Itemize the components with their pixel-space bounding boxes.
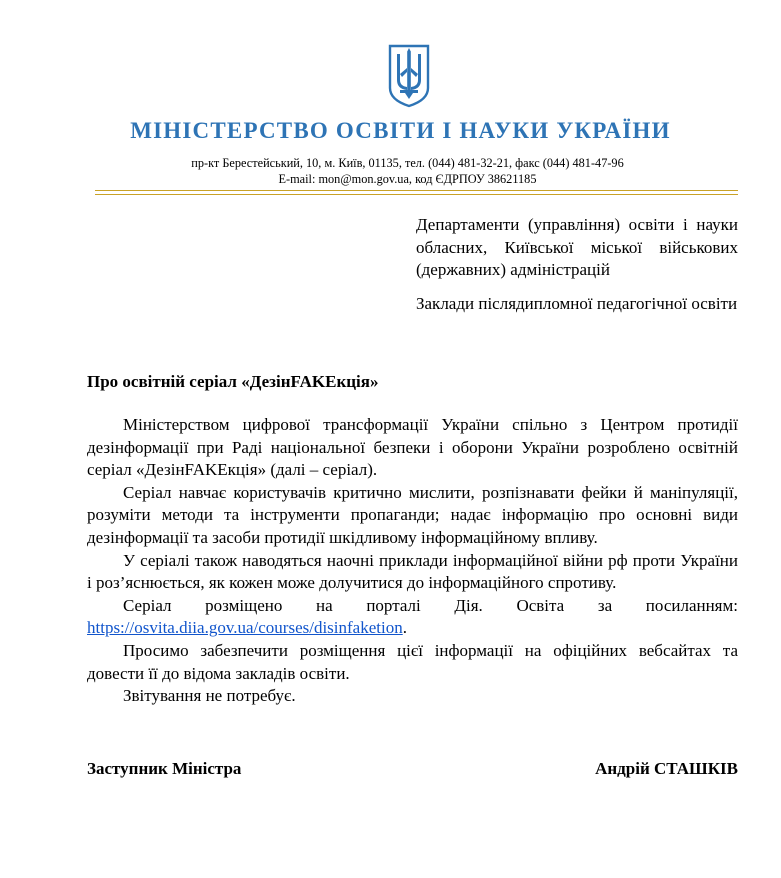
body-paragraph-5: Просимо забезпечити розміщення цієї інформації на офіційних вебсайтах та довести її до відома закладів освіти. (87, 640, 738, 683)
address-line: пр-кт Берестейський, 10, м. Київ, 01135, тел. (044) 481-32-21, факс (044) 481-47-96 (191, 156, 624, 170)
header-divider-bottom (95, 194, 738, 195)
body-paragraph-2: Серіал навчає користувачів критично мислити, розпізнавати фейки й маніпуляції, розуміти методи та інструменти пропаганди; надає інформацію про основні види дезінформації та засоби протидії шкідливому інформаційному впливу. (87, 482, 738, 547)
ministry-contacts (0, 155, 781, 187)
portal-text: Серіал розміщено на порталі Дія. Освіта за посиланням: (123, 595, 738, 615)
body-paragraph-4 (87, 595, 738, 640)
body-paragraph-1: Міністерством цифрової трансформації України спільно з Центром протидії дезінформації при Раді національної безпеки і оборони України розроблено освітній серіал «ДезінFAKEкція» (далі – серіал). (87, 415, 738, 480)
signature-block (87, 759, 738, 779)
trident-coat-of-arms-icon (388, 44, 430, 108)
email-line: E-mail: mon@mon.gov.ua, код ЄДРПОУ 38621185 (278, 172, 537, 186)
letter-body (87, 414, 738, 708)
body-paragraph-6: Звітування не потребує. (123, 686, 296, 706)
addressee-line-2: Заклади післядипломної педагогічної освіти (416, 293, 738, 313)
addressee-line-1: Департаменти (управління) освіти і науки обласних, Київської міської військових (державних) адміністрацій (416, 215, 738, 279)
addressee-block (416, 214, 738, 315)
signatory-position: Заступник Міністра (87, 759, 242, 778)
letter-subject: Про освітній серіал «ДезінFAKEкція» (87, 372, 379, 391)
signatory-name: Андрій СТАШКІВ (595, 759, 738, 778)
link-period: . (402, 618, 407, 638)
ministry-title: МІНІСТЕРСТВО ОСВІТИ І НАУКИ УКРАЇНИ (130, 118, 671, 143)
body-paragraph-3: У серіалі також наводяться наочні приклади інформаційної війни рф проти України і роз’яснюється, як кожен може долучитися до інформаційного спротиву. (87, 550, 738, 593)
header-divider-top (95, 190, 738, 191)
course-link[interactable]: https://osvita.diia.gov.ua/courses/disinfaketion (87, 618, 403, 638)
